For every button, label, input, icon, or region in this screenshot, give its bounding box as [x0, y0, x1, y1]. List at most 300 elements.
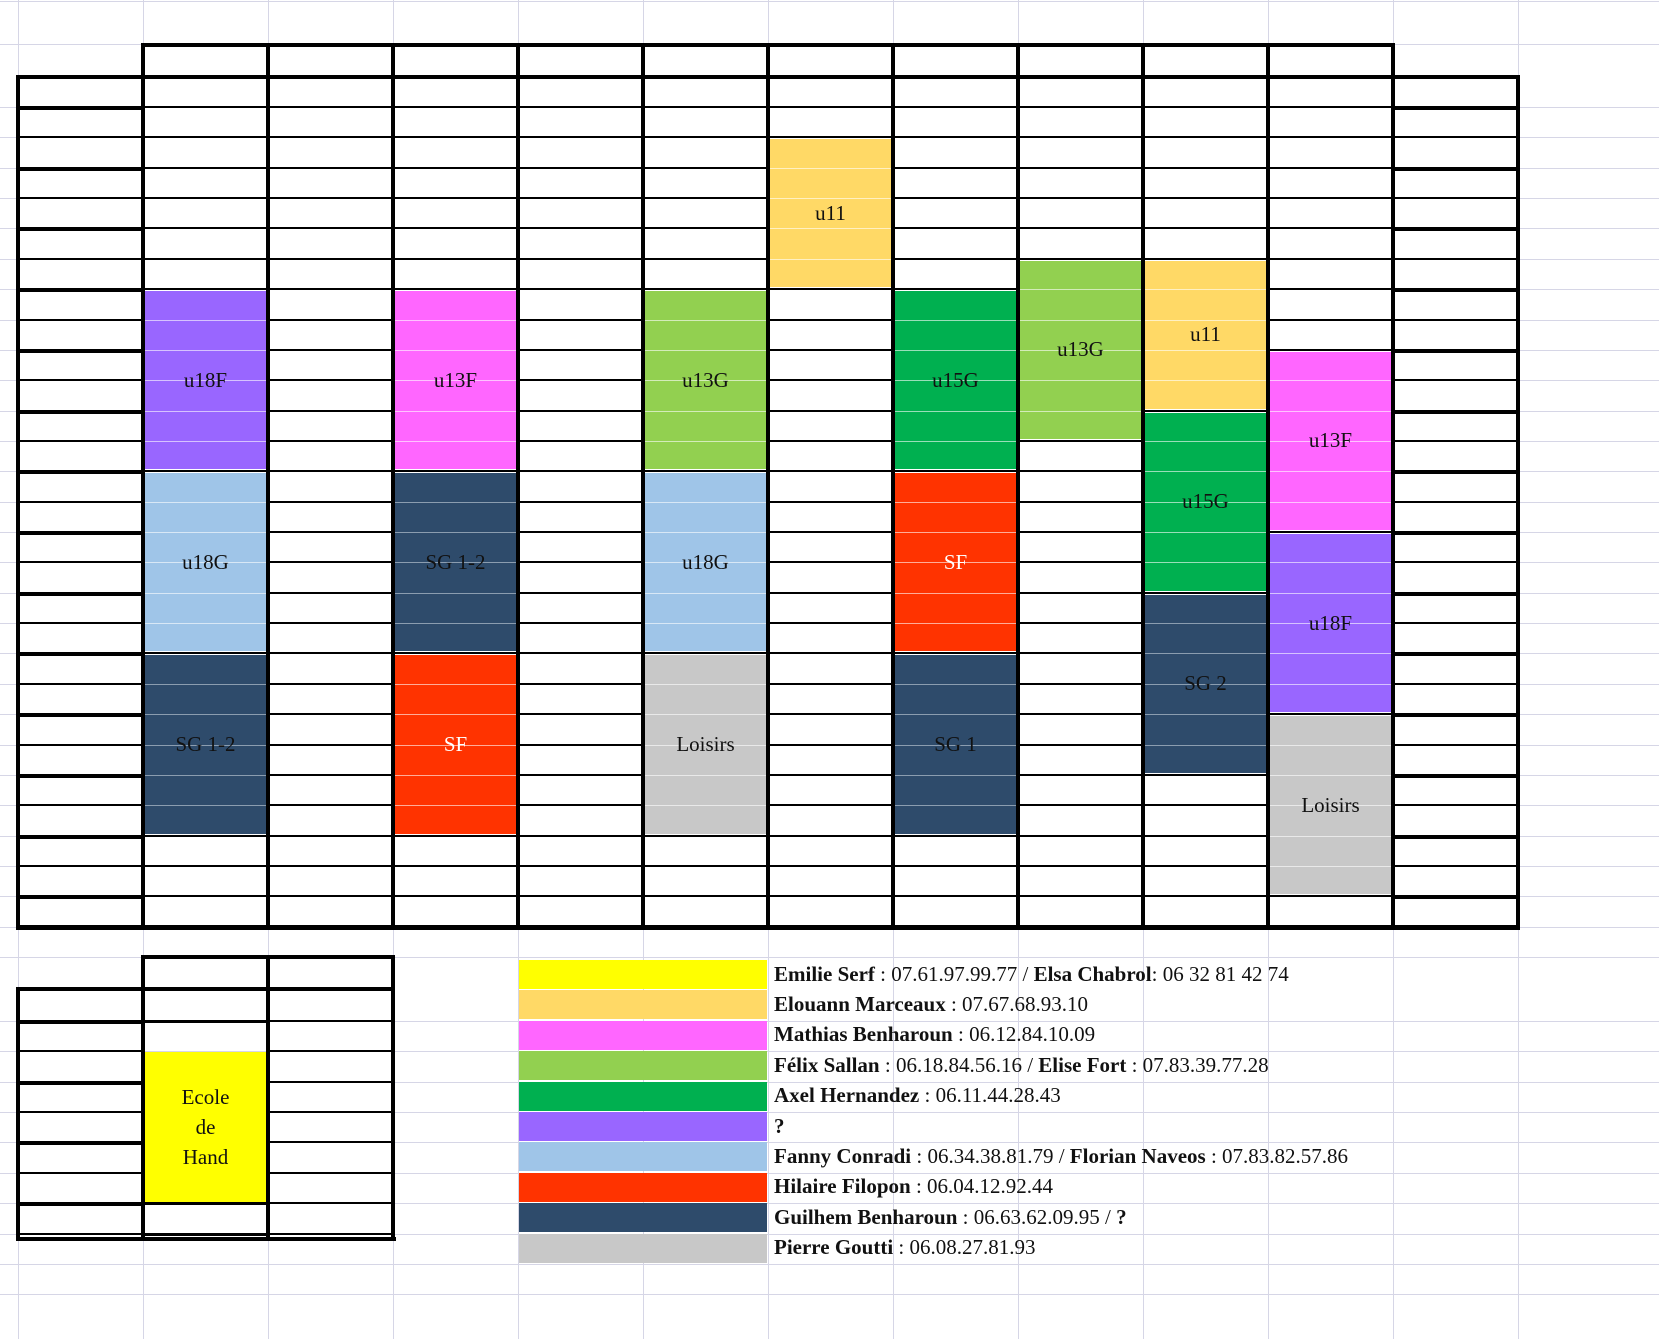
cell-border	[393, 136, 518, 138]
cell-border	[893, 106, 1018, 108]
slot-divider	[770, 168, 891, 169]
row-border	[18, 1141, 143, 1145]
cell-border	[768, 379, 893, 381]
cell-border	[1018, 683, 1143, 685]
column-border	[391, 955, 395, 1239]
slot-divider	[145, 593, 266, 594]
cell-border	[518, 865, 643, 867]
column-border	[1266, 43, 1270, 929]
cell-border	[268, 227, 393, 229]
slot-divider	[145, 350, 266, 351]
cell-border	[768, 531, 893, 533]
cell-border	[893, 167, 1018, 169]
cell-border	[643, 167, 768, 169]
column-border	[641, 43, 645, 929]
cell-border	[268, 501, 393, 503]
venue-header	[393, 77, 518, 107]
cell-border	[1018, 106, 1143, 108]
slot-divider	[395, 684, 516, 685]
time-label	[18, 441, 143, 471]
row-border	[1393, 895, 1518, 899]
cell-border	[143, 106, 268, 108]
slot-divider	[1145, 562, 1266, 563]
row-border	[18, 258, 143, 260]
venue-header	[893, 77, 1018, 107]
cell-border	[268, 531, 393, 533]
contact-name: Elsa Chabrol	[1033, 961, 1152, 986]
slot-divider	[1145, 471, 1266, 472]
cell-border	[1268, 227, 1393, 229]
column-border	[766, 43, 770, 929]
cell-border	[268, 470, 393, 472]
contact-name: Pierre Goutti	[774, 1235, 894, 1260]
cell-border	[1268, 895, 1393, 897]
cell-border	[1018, 227, 1143, 229]
time-label-right	[1393, 77, 1518, 107]
cell-border	[268, 835, 393, 837]
slot-divider	[145, 805, 266, 806]
cell-border	[518, 258, 643, 260]
session-block-u11[interactable]	[1145, 261, 1266, 409]
cell-border	[1018, 713, 1143, 715]
venue-header	[268, 77, 393, 107]
cell-border	[393, 865, 518, 867]
slot-divider	[1145, 441, 1266, 442]
cell-border	[893, 136, 1018, 138]
contact-name: Félix Sallan	[774, 1052, 880, 1077]
session-block-u13f[interactable]	[1270, 352, 1391, 530]
contact-name: Elise Fort	[1038, 1052, 1127, 1077]
slot-divider	[1270, 411, 1391, 412]
contact-name: Hilaire Filopon	[774, 1174, 911, 1199]
cell-border	[393, 258, 518, 260]
slot-divider	[645, 320, 766, 321]
time-label	[18, 1050, 143, 1080]
cell-border	[1268, 106, 1393, 108]
cell-border	[268, 592, 393, 594]
slot-divider	[1145, 532, 1266, 533]
session-block-u11[interactable]	[770, 139, 891, 287]
cell-border	[768, 470, 893, 472]
time-label-right	[1393, 563, 1518, 593]
slot-divider	[645, 593, 766, 594]
time-label	[18, 866, 143, 896]
cell-border	[268, 622, 393, 624]
cell-border	[268, 440, 393, 442]
session-block-sg-1-2[interactable]	[145, 655, 266, 833]
cell-border	[643, 470, 768, 472]
time-label	[18, 623, 143, 653]
cell-border	[518, 531, 643, 533]
slot-divider	[1270, 593, 1391, 594]
session-block-u15g[interactable]	[1145, 413, 1266, 591]
row-border	[18, 470, 143, 474]
slot-divider	[1145, 380, 1266, 381]
session-block-sf[interactable]	[395, 655, 516, 833]
slot-divider	[1270, 866, 1391, 867]
slot-divider	[1270, 471, 1391, 472]
cell-border	[268, 713, 393, 715]
session-block-loisirs[interactable]	[645, 655, 766, 833]
time-label-right	[1393, 502, 1518, 532]
session-label: SG 1-2	[425, 549, 486, 574]
table-bottom	[16, 1237, 396, 1241]
cell-border	[1268, 349, 1393, 351]
slot-divider	[145, 532, 266, 533]
cell-border	[1143, 258, 1268, 260]
column-border	[266, 43, 270, 929]
cell-border	[893, 652, 1018, 654]
cell-border	[1018, 470, 1143, 472]
slot-divider	[1145, 745, 1266, 746]
cell-border	[643, 136, 768, 138]
session-block-sg-2[interactable]	[1145, 595, 1266, 773]
cell-border	[768, 683, 893, 685]
session-label: de	[195, 1115, 216, 1140]
row-border	[1393, 592, 1518, 596]
row-border	[18, 744, 143, 746]
cell-border	[518, 744, 643, 746]
cell-border	[518, 379, 643, 381]
slot-divider	[145, 714, 266, 715]
session-label: SF	[943, 549, 968, 574]
time-label-right	[1393, 745, 1518, 775]
cell-border	[768, 288, 893, 290]
contact-name: Emilie Serf	[774, 961, 875, 986]
venue-header-top	[18, 987, 395, 991]
time-label-right	[1393, 198, 1518, 228]
contact-name: Axel Hernandez	[774, 1083, 920, 1108]
cell-border	[268, 1081, 393, 1083]
slot-divider	[145, 684, 266, 685]
cell-border	[518, 622, 643, 624]
legend-contact	[774, 1020, 1095, 1050]
cell-border	[143, 835, 268, 837]
slot-divider	[895, 714, 1016, 715]
cell-border	[1268, 288, 1393, 290]
cell-border	[1018, 258, 1143, 260]
legend-contact	[774, 1111, 785, 1141]
slot-divider	[645, 502, 766, 503]
slot-divider	[895, 593, 1016, 594]
gridline	[0, 1294, 1659, 1295]
cell-border	[393, 835, 518, 837]
cell-border	[393, 652, 518, 654]
legend-swatch-loisirs	[519, 1234, 767, 1263]
session-label: SG 1	[934, 732, 977, 757]
slot-divider	[895, 441, 1016, 442]
cell-border	[1018, 865, 1143, 867]
cell-border	[393, 167, 518, 169]
cell-border	[1018, 531, 1143, 533]
session-label: SG 2	[1184, 671, 1227, 696]
cell-border	[643, 865, 768, 867]
cell-border	[143, 288, 268, 290]
contact-phone: : 06.04.12.92.44	[910, 1174, 1054, 1199]
slot-divider	[395, 805, 516, 806]
row-border	[1393, 683, 1518, 685]
cell-border	[643, 197, 768, 199]
session-block-sg-1-2[interactable]	[395, 473, 516, 651]
cell-border	[768, 835, 893, 837]
cell-border	[768, 592, 893, 594]
column-border	[141, 43, 145, 929]
session-block-u18g[interactable]	[645, 473, 766, 651]
row-border	[1393, 865, 1518, 867]
row-border	[18, 804, 143, 806]
time-label-right	[1393, 138, 1518, 168]
cell-border	[518, 197, 643, 199]
row-border	[1393, 379, 1518, 381]
column-border	[141, 955, 145, 1239]
session-block-u18f[interactable]	[145, 291, 266, 469]
slot-divider	[395, 623, 516, 624]
venue-header	[1268, 77, 1393, 107]
cell-border	[518, 136, 643, 138]
legend-contact	[774, 1172, 1053, 1202]
slot-divider	[770, 198, 891, 199]
cell-border	[893, 258, 1018, 260]
cell-border	[768, 410, 893, 412]
session-label: Hand	[182, 1145, 229, 1170]
cell-border	[268, 744, 393, 746]
slot-divider	[1145, 714, 1266, 715]
session-block-sg-1[interactable]	[895, 655, 1016, 833]
cell-border	[518, 440, 643, 442]
cell-border	[268, 1202, 393, 1204]
session-label: Loisirs	[676, 732, 735, 757]
cell-border	[268, 1233, 393, 1235]
cell-border	[393, 106, 518, 108]
row-border	[18, 1081, 143, 1085]
time-label	[18, 1171, 143, 1201]
session-label: Loisirs	[1301, 792, 1360, 817]
cell-border	[1018, 835, 1143, 837]
cell-border	[1018, 592, 1143, 594]
cell-border	[518, 470, 643, 472]
column-border	[891, 43, 895, 929]
cell-border	[768, 561, 893, 563]
slot-divider	[895, 623, 1016, 624]
cell-border	[143, 136, 268, 138]
contact-name: ?	[774, 1113, 785, 1138]
slot-divider	[895, 532, 1016, 533]
cell-border	[518, 501, 643, 503]
slot-divider	[1270, 380, 1391, 381]
slot-divider	[1270, 684, 1391, 685]
column-border	[1141, 43, 1145, 929]
session-block-u13g[interactable]	[1020, 261, 1141, 439]
cell-border	[143, 1020, 268, 1023]
time-label	[18, 138, 143, 168]
slot-divider	[395, 532, 516, 533]
row-border	[18, 136, 143, 138]
legend-contact	[774, 1233, 1036, 1263]
column-border	[516, 43, 520, 929]
row-border	[18, 379, 143, 381]
legend-contact	[774, 1081, 1061, 1111]
session-label: u18G	[182, 549, 229, 574]
cell-border	[143, 167, 268, 169]
cell-border	[768, 622, 893, 624]
cell-border	[893, 227, 1018, 229]
cell-border	[643, 895, 768, 897]
session-label: u18F	[1308, 610, 1353, 635]
venue-header	[643, 77, 768, 107]
cell-border	[768, 440, 893, 442]
slot-divider	[145, 502, 266, 503]
session-block-u13f[interactable]	[395, 291, 516, 469]
slot-divider	[1020, 380, 1141, 381]
row-border	[18, 106, 143, 110]
cell-border	[893, 865, 1018, 867]
cell-border	[268, 652, 393, 654]
cell-border	[768, 136, 893, 138]
row-border	[1393, 561, 1518, 563]
legend-swatch-u11	[519, 990, 767, 1019]
cell-border	[268, 804, 393, 806]
row-border	[1393, 531, 1518, 535]
cell-border	[143, 895, 268, 897]
cell-border	[143, 197, 268, 199]
cell-border	[893, 197, 1018, 199]
time-label	[18, 259, 143, 289]
session-label: u15G	[932, 367, 979, 392]
cell-border	[268, 1141, 393, 1143]
slot-divider	[645, 411, 766, 412]
session-block-ecole-de-hand[interactable]	[145, 1052, 266, 1202]
slot-divider	[1145, 623, 1266, 624]
cell-border	[393, 470, 518, 472]
cell-border	[268, 865, 393, 867]
row-border	[1393, 410, 1518, 414]
cell-border	[1143, 106, 1268, 108]
time-label	[18, 806, 143, 836]
cell-border	[518, 106, 643, 108]
cell-border	[1018, 744, 1143, 746]
cell-border	[768, 349, 893, 351]
contact-phone: : 06.08.27.81.93	[893, 1235, 1036, 1260]
cell-border	[143, 258, 268, 260]
row-border	[1393, 258, 1518, 260]
session-block-u18g[interactable]	[145, 473, 266, 651]
time-label	[18, 563, 143, 593]
cell-border	[268, 288, 393, 290]
contact-phone: : 07.67.68.93.10	[945, 991, 1089, 1016]
cell-border	[143, 1233, 268, 1236]
cell-border	[268, 410, 393, 412]
row-border	[18, 683, 143, 685]
cell-border	[268, 561, 393, 563]
cell-border	[1143, 895, 1268, 897]
cell-border	[518, 713, 643, 715]
cell-border	[643, 106, 768, 108]
contact-phone: : 06.11.44.28.43	[919, 1083, 1061, 1108]
session-block-u18f[interactable]	[1270, 534, 1391, 712]
cell-border	[1018, 622, 1143, 624]
cell-border	[393, 288, 518, 290]
slot-divider	[895, 775, 1016, 776]
cell-border	[1018, 561, 1143, 563]
cell-border	[268, 895, 393, 897]
session-label: u11	[1190, 322, 1221, 347]
session-label: Ecole	[181, 1084, 230, 1109]
cell-border	[518, 319, 643, 321]
row-border	[1393, 440, 1518, 442]
row-border	[18, 865, 143, 867]
cell-border	[268, 683, 393, 685]
row-border	[18, 1020, 143, 1024]
cell-border	[643, 258, 768, 260]
row-border	[1393, 136, 1518, 138]
row-border	[1393, 652, 1518, 656]
cell-border	[1143, 197, 1268, 199]
cell-border	[518, 167, 643, 169]
row-border	[1393, 167, 1518, 171]
slot-divider	[645, 350, 766, 351]
cell-border	[393, 227, 518, 229]
cell-border	[1018, 774, 1143, 776]
session-label: SG 1-2	[175, 732, 236, 757]
legend-swatch-sg	[519, 1203, 767, 1232]
session-block-u13g[interactable]	[645, 291, 766, 469]
cell-border	[768, 895, 893, 897]
contact-name: Mathias Benharoun	[774, 1022, 953, 1047]
cell-border	[768, 713, 893, 715]
cell-border	[1143, 865, 1268, 867]
time-label	[18, 989, 143, 1019]
cell-border	[393, 197, 518, 199]
slot-divider	[645, 623, 766, 624]
row-border	[1393, 319, 1518, 321]
column-border	[266, 955, 270, 1239]
cell-border	[268, 379, 393, 381]
session-block-u15g[interactable]	[895, 291, 1016, 469]
cell-border	[768, 744, 893, 746]
time-label	[18, 381, 143, 411]
session-label: u13G	[1057, 337, 1104, 362]
cell-border	[1018, 895, 1143, 897]
cell-border	[1018, 501, 1143, 503]
slot-divider	[645, 441, 766, 442]
time-label-right	[1393, 623, 1518, 653]
column-border	[391, 43, 395, 929]
row-border	[18, 652, 143, 656]
venue-header	[768, 77, 893, 107]
row-border	[18, 895, 143, 899]
slot-divider	[1270, 836, 1391, 837]
time-label	[18, 745, 143, 775]
session-block-loisirs[interactable]	[1270, 716, 1391, 894]
cell-border	[643, 227, 768, 229]
cell-border	[1143, 167, 1268, 169]
venue-header	[268, 989, 393, 1021]
slot-divider	[895, 805, 1016, 806]
row-border	[18, 501, 143, 503]
session-label: u11	[815, 200, 846, 225]
contact-phone: : 06.34.38.81.79 /	[911, 1143, 1070, 1168]
session-label: u13F	[433, 367, 478, 392]
slot-divider	[895, 320, 1016, 321]
contact-name: Florian Naveos	[1069, 1143, 1206, 1168]
contact-phone: : 07.83.39.77.28	[1126, 1052, 1269, 1077]
cell-border	[1143, 136, 1268, 138]
slot-divider	[770, 228, 891, 229]
row-border	[18, 1172, 143, 1174]
session-block-sf[interactable]	[895, 473, 1016, 651]
cell-border	[893, 895, 1018, 897]
slot-divider	[895, 502, 1016, 503]
